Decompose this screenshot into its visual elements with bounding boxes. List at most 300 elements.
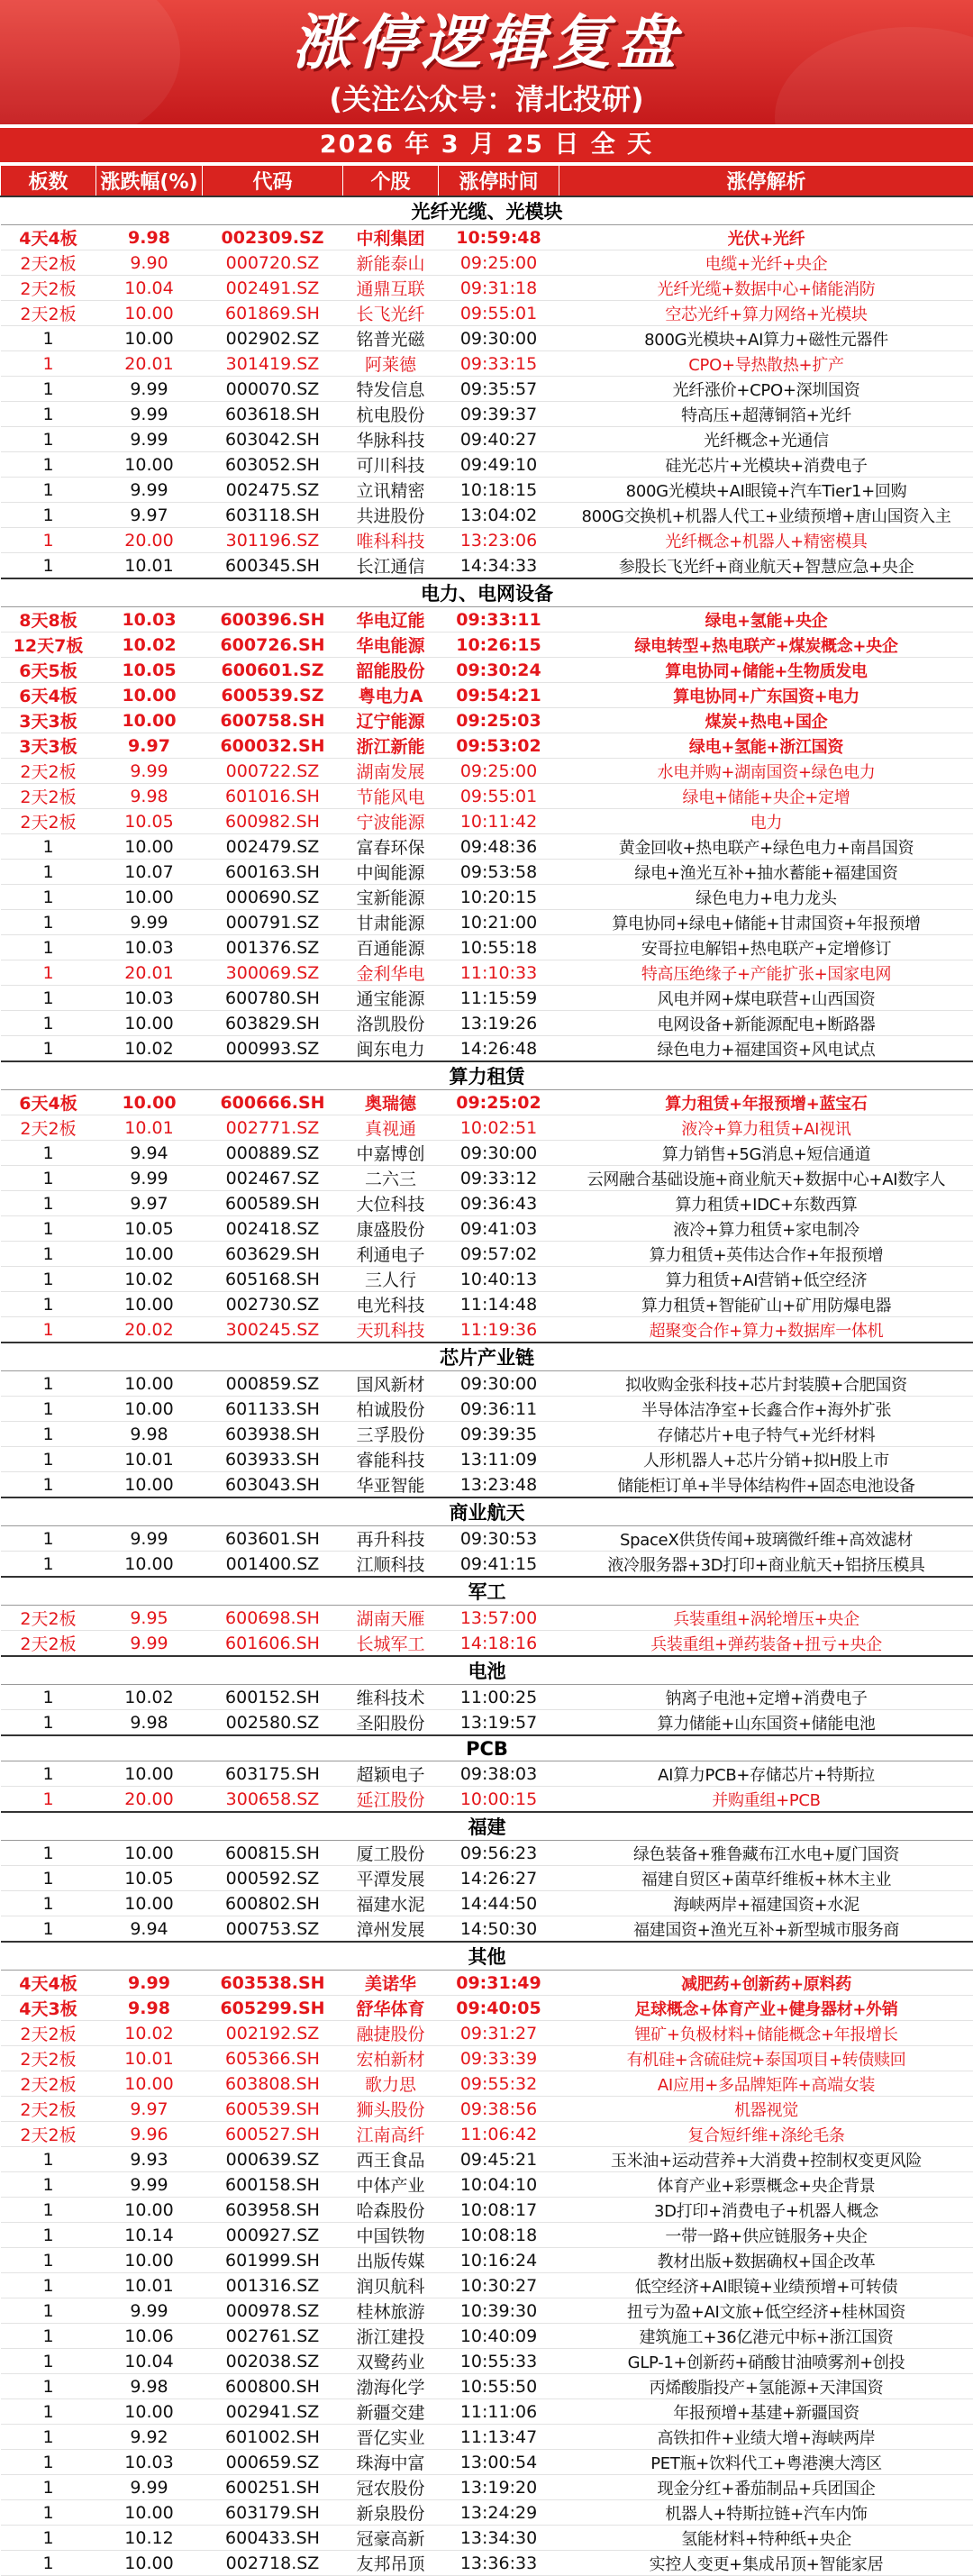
boards-cell: 1 <box>1 1685 96 1710</box>
boards-cell: 1 <box>1 1447 96 1472</box>
reason-cell: 绿电+氢能+浙江国资 <box>559 733 973 759</box>
pct-cell: 10.00 <box>96 1242 203 1267</box>
reason-cell: 高铁扣件+业绩大增+海峡两岸 <box>559 2425 973 2450</box>
table-row <box>1 1166 973 1191</box>
pct-cell: 10.01 <box>96 1115 203 1141</box>
time-cell: 13:04:02 <box>439 503 559 528</box>
stock-name-cell: 韶能股份 <box>343 658 439 683</box>
reason-cell: 绿色电力+福建国资+风电试点 <box>559 1036 973 1062</box>
pct-cell: 10.05 <box>96 1866 203 1891</box>
boards-cell: 4天4板 <box>1 225 96 250</box>
stock-name-cell: 桂林旅游 <box>343 2298 439 2324</box>
stock-name-cell: 立讯精密 <box>343 478 439 503</box>
code-cell: 001400.SZ <box>203 1552 343 1578</box>
section-title: 其他 <box>1 1942 973 1971</box>
reason-cell: 特高压+超薄铜箔+光纤 <box>559 402 973 427</box>
pct-cell: 10.02 <box>96 1267 203 1292</box>
time-cell: 10:59:48 <box>439 225 559 250</box>
stock-name-cell: 厦工股份 <box>343 1841 439 1866</box>
table-row <box>1 1971 973 1996</box>
time-cell: 14:34:33 <box>439 553 559 579</box>
reason-cell: 液冷服务器+3D打印+商业航天+铝挤压模具 <box>559 1552 973 1578</box>
table-row <box>1 2097 973 2122</box>
time-cell: 09:40:27 <box>439 427 559 452</box>
boards-cell: 1 <box>1 326 96 351</box>
table-row <box>1 503 973 528</box>
date-bar: 2026 年 3 月 25 日 全 天 <box>0 128 973 162</box>
code-cell: 002580.SZ <box>203 1710 343 1736</box>
stock-name-cell: 超颖电子 <box>343 1761 439 1787</box>
time-cell: 09:25:02 <box>439 1090 559 1115</box>
time-cell: 09:33:11 <box>439 607 559 633</box>
reason-cell: 福建国资+渔光互补+新型城市服务商 <box>559 1916 973 1943</box>
boards-cell: 2天2板 <box>1 2021 96 2046</box>
time-cell: 09:25:00 <box>439 250 559 276</box>
boards-cell: 1 <box>1 478 96 503</box>
reason-cell: SpaceX供货传闻+玻璃微纤维+高效滤材 <box>559 1526 973 1552</box>
pct-cell: 9.95 <box>96 1606 203 1631</box>
table-row <box>1 960 973 986</box>
stock-name-cell: 江顺科技 <box>343 1552 439 1578</box>
code-cell: 605168.SH <box>203 1267 343 1292</box>
time-cell: 10:21:00 <box>439 910 559 935</box>
stock-name-cell: 阿莱德 <box>343 351 439 377</box>
code-cell: 002479.SZ <box>203 834 343 860</box>
reason-cell: 锂矿+负极材料+储能概念+年报增长 <box>559 2021 973 2046</box>
section-header-row <box>1 1942 973 1971</box>
stock-name-cell: 圣阳股份 <box>343 1710 439 1736</box>
reason-cell: 光纤概念+机器人+精密模具 <box>559 528 973 553</box>
table-row <box>1 2425 973 2450</box>
stock-name-cell: 友邦吊顶 <box>343 2551 439 2576</box>
boards-cell: 1 <box>1 1036 96 1062</box>
code-cell: 002418.SZ <box>203 1216 343 1242</box>
code-cell: 601133.SH <box>203 1397 343 1422</box>
time-cell: 09:30:00 <box>439 1371 559 1397</box>
code-cell: 603618.SH <box>203 402 343 427</box>
reason-cell: 建筑施工+36亿港元中标+浙江国资 <box>559 2324 973 2349</box>
code-cell: 000753.SZ <box>203 1916 343 1943</box>
stock-name-cell: 新泉股份 <box>343 2500 439 2526</box>
boards-cell: 2天2板 <box>1 2122 96 2147</box>
pct-cell: 10.00 <box>96 2198 203 2223</box>
pct-cell: 10.00 <box>96 1011 203 1036</box>
reason-cell: 绿电+储能+央企+定增 <box>559 784 973 809</box>
reason-cell: 减肥药+创新药+原料药 <box>559 1971 973 1996</box>
time-cell: 10:40:09 <box>439 2324 559 2349</box>
stock-name-cell: 华亚智能 <box>343 1472 439 1498</box>
table-row <box>1 658 973 683</box>
pct-cell: 9.99 <box>96 1166 203 1191</box>
reason-cell: 800G交换机+机器人代工+业绩预增+唐山国资入主 <box>559 503 973 528</box>
code-cell: 601869.SH <box>203 301 343 326</box>
stock-name-cell: 西王食品 <box>343 2147 439 2172</box>
code-cell: 603601.SH <box>203 1526 343 1552</box>
pct-cell: 9.98 <box>96 225 203 250</box>
reason-cell: 丙烯酸脂投产+氢能源+天津国资 <box>559 2374 973 2399</box>
pct-cell: 9.99 <box>96 1971 203 1996</box>
time-cell: 09:33:15 <box>439 351 559 377</box>
stock-name-cell: 中国铁物 <box>343 2223 439 2248</box>
reason-cell: 电力 <box>559 809 973 834</box>
boards-cell: 2天2板 <box>1 2097 96 2122</box>
boards-cell: 1 <box>1 885 96 910</box>
table-row <box>1 607 973 633</box>
code-cell: 603938.SH <box>203 1422 343 1447</box>
boards-cell: 1 <box>1 2526 96 2551</box>
pct-cell: 9.97 <box>96 2097 203 2122</box>
time-cell: 11:14:48 <box>439 1292 559 1317</box>
time-cell: 09:25:00 <box>439 759 559 784</box>
pct-cell: 10.00 <box>96 708 203 733</box>
table-row <box>1 2198 973 2223</box>
reason-cell: 算力租赁+英伟达合作+年报预增 <box>559 1242 973 1267</box>
code-cell: 603043.SH <box>203 1472 343 1498</box>
boards-cell: 1 <box>1 1841 96 1866</box>
time-cell: 09:31:49 <box>439 1971 559 1996</box>
boards-cell: 1 <box>1 452 96 478</box>
reason-cell: 绿色装备+雅鲁藏布江水电+厦门国资 <box>559 1841 973 1866</box>
boards-cell: 1 <box>1 960 96 986</box>
boards-cell: 1 <box>1 1761 96 1787</box>
boards-cell: 2天2板 <box>1 1606 96 1631</box>
stock-name-cell: 润贝航科 <box>343 2273 439 2298</box>
stock-name-cell: 电光科技 <box>343 1292 439 1317</box>
pct-cell: 10.04 <box>96 276 203 301</box>
pct-cell: 20.00 <box>96 528 203 553</box>
pct-cell: 10.00 <box>96 2551 203 2576</box>
stock-name-cell: 宏柏新材 <box>343 2046 439 2071</box>
stock-name-cell: 共进股份 <box>343 503 439 528</box>
table-row <box>1 1710 973 1736</box>
table-row <box>1 1267 973 1292</box>
table-row <box>1 1115 973 1141</box>
pct-cell: 9.97 <box>96 503 203 528</box>
time-cell: 09:30:24 <box>439 658 559 683</box>
code-cell: 600158.SH <box>203 2172 343 2198</box>
table-row <box>1 1292 973 1317</box>
code-cell: 600666.SH <box>203 1090 343 1115</box>
code-cell: 600396.SH <box>203 607 343 633</box>
pct-cell: 10.02 <box>96 1685 203 1710</box>
stock-name-cell: 大位科技 <box>343 1191 439 1216</box>
reason-cell: 实控人变更+集成吊顶+智能家居 <box>559 2551 973 2576</box>
boards-cell: 1 <box>1 1242 96 1267</box>
time-cell: 09:56:23 <box>439 1841 559 1866</box>
header-banner <box>0 0 973 124</box>
time-cell: 13:23:06 <box>439 528 559 553</box>
reason-cell: 算力租赁+智能矿山+矿用防爆电器 <box>559 1292 973 1317</box>
stock-name-cell: 洛凯股份 <box>343 1011 439 1036</box>
time-cell: 09:41:15 <box>439 1552 559 1578</box>
boards-cell: 2天2板 <box>1 759 96 784</box>
reason-cell: 绿电+氢能+央企 <box>559 607 973 633</box>
table-row <box>1 2349 973 2374</box>
table-row <box>1 1866 973 1891</box>
stock-name-cell: 哈森股份 <box>343 2198 439 2223</box>
time-cell: 11:10:33 <box>439 960 559 986</box>
reason-cell: 半导体洁净室+长鑫合作+海外扩张 <box>559 1397 973 1422</box>
stock-name-cell: 唯科科技 <box>343 528 439 553</box>
boards-cell: 3天3板 <box>1 733 96 759</box>
stock-name-cell: 浙江建投 <box>343 2324 439 2349</box>
pct-cell: 10.00 <box>96 2071 203 2097</box>
boards-cell: 6天4板 <box>1 1090 96 1115</box>
code-cell: 000791.SZ <box>203 910 343 935</box>
pct-cell: 10.03 <box>96 607 203 633</box>
pct-cell: 10.05 <box>96 809 203 834</box>
stock-name-cell: 宁波能源 <box>343 809 439 834</box>
code-cell: 000659.SZ <box>203 2450 343 2475</box>
time-cell: 11:15:59 <box>439 986 559 1011</box>
reason-cell: 算电协同+广东国资+电力 <box>559 683 973 708</box>
code-cell: 603829.SH <box>203 1011 343 1036</box>
reason-cell: 有机硅+含硫硅烷+泰国项目+转债赎回 <box>559 2046 973 2071</box>
pct-cell: 9.99 <box>96 2475 203 2500</box>
boards-cell: 6天4板 <box>1 683 96 708</box>
boards-cell: 1 <box>1 1526 96 1552</box>
table-row <box>1 1447 973 1472</box>
time-cell: 10:16:24 <box>439 2248 559 2273</box>
boards-cell: 2天2板 <box>1 2071 96 2097</box>
stock-name-cell: 再升科技 <box>343 1526 439 1552</box>
reason-cell: 光纤概念+光通信 <box>559 427 973 452</box>
time-cell: 10:40:13 <box>439 1267 559 1292</box>
reason-cell: AI应用+多品牌矩阵+高端女装 <box>559 2071 973 2097</box>
reason-cell: 风电并网+煤电联营+山西国资 <box>559 986 973 1011</box>
table-row <box>1 351 973 377</box>
time-cell: 09:30:00 <box>439 326 559 351</box>
code-cell: 300245.SZ <box>203 1317 343 1343</box>
pct-cell: 10.12 <box>96 2526 203 2551</box>
stock-name-cell: 中闽能源 <box>343 860 439 885</box>
table-row <box>1 2475 973 2500</box>
boards-cell: 1 <box>1 1472 96 1498</box>
column-header-boards: 板数 <box>1 166 96 197</box>
code-cell: 001316.SZ <box>203 2273 343 2298</box>
table-row <box>1 1685 973 1710</box>
code-cell: 000639.SZ <box>203 2147 343 2172</box>
pct-cell: 10.00 <box>96 1090 203 1115</box>
table-row <box>1 1371 973 1397</box>
boards-cell: 1 <box>1 2399 96 2425</box>
reason-cell: 机器人+特斯拉链+汽车内饰 <box>559 2500 973 2526</box>
boards-cell: 1 <box>1 2172 96 2198</box>
time-cell: 13:19:57 <box>439 1710 559 1736</box>
reason-cell: 拟收购金张科技+芯片封装膜+合肥国资 <box>559 1371 973 1397</box>
stock-name-cell: 延江股份 <box>343 1787 439 1813</box>
reason-cell: 扭亏为盈+AI文旅+低空经济+桂林国资 <box>559 2298 973 2324</box>
stock-name-cell: 华电辽能 <box>343 607 439 633</box>
time-cell: 13:19:26 <box>439 1011 559 1036</box>
time-cell: 13:57:00 <box>439 1606 559 1631</box>
pct-cell: 9.99 <box>96 2172 203 2198</box>
code-cell: 002491.SZ <box>203 276 343 301</box>
reason-cell: 参股长飞光纤+商业航天+智慧应急+央企 <box>559 553 973 579</box>
table-row <box>1 885 973 910</box>
time-cell: 11:06:42 <box>439 2122 559 2147</box>
stock-name-cell: 融捷股份 <box>343 2021 439 2046</box>
pct-cell: 9.98 <box>96 1422 203 1447</box>
pct-cell: 9.94 <box>96 1141 203 1166</box>
time-cell: 09:39:35 <box>439 1422 559 1447</box>
time-cell: 09:33:39 <box>439 2046 559 2071</box>
code-cell: 301419.SZ <box>203 351 343 377</box>
section-title: 电力、电网设备 <box>1 578 973 607</box>
boards-cell: 1 <box>1 1166 96 1191</box>
time-cell: 09:30:53 <box>439 1526 559 1552</box>
section-title: 军工 <box>1 1577 973 1606</box>
code-cell: 601999.SH <box>203 2248 343 2273</box>
table-row <box>1 1841 973 1866</box>
table-row <box>1 225 973 250</box>
table-row <box>1 1552 973 1578</box>
stock-name-cell: 天玑科技 <box>343 1317 439 1343</box>
boards-cell: 1 <box>1 2450 96 2475</box>
table-row <box>1 2551 973 2576</box>
time-cell: 10:11:42 <box>439 809 559 834</box>
pct-cell: 10.01 <box>96 553 203 579</box>
boards-cell: 1 <box>1 860 96 885</box>
section-title: 光纤光缆、光模块 <box>1 196 973 225</box>
code-cell: 002038.SZ <box>203 2349 343 2374</box>
boards-cell: 2天2板 <box>1 301 96 326</box>
time-cell: 10:55:33 <box>439 2349 559 2374</box>
stock-name-cell: 铭普光磁 <box>343 326 439 351</box>
table-row <box>1 427 973 452</box>
code-cell: 601606.SH <box>203 1631 343 1657</box>
table-row <box>1 1996 973 2021</box>
boards-cell: 6天5板 <box>1 658 96 683</box>
stock-name-cell: 金利华电 <box>343 960 439 986</box>
time-cell: 10:26:15 <box>439 633 559 658</box>
code-cell: 300658.SZ <box>203 1787 343 1813</box>
page-subtitle: (关注公众号：清北投研) <box>0 81 973 117</box>
pct-cell: 20.01 <box>96 960 203 986</box>
stock-name-cell: 中嘉博创 <box>343 1141 439 1166</box>
boards-cell: 1 <box>1 503 96 528</box>
boards-cell: 2天2板 <box>1 2046 96 2071</box>
pct-cell: 20.02 <box>96 1317 203 1343</box>
stock-name-cell: 康盛股份 <box>343 1216 439 1242</box>
code-cell: 603052.SH <box>203 452 343 478</box>
pct-cell: 9.99 <box>96 2298 203 2324</box>
pct-cell: 10.00 <box>96 1472 203 1498</box>
time-cell: 10:08:18 <box>439 2223 559 2248</box>
column-header-pct: 涨跌幅(%) <box>96 166 203 197</box>
boards-cell: 1 <box>1 2551 96 2576</box>
stock-name-cell: 特发信息 <box>343 377 439 402</box>
code-cell: 600539.SH <box>203 2097 343 2122</box>
reason-cell: 算力租赁+IDC+东数西算 <box>559 1191 973 1216</box>
code-cell: 605299.SH <box>203 1996 343 2021</box>
stock-name-cell: 可川科技 <box>343 452 439 478</box>
pct-cell: 9.97 <box>96 1191 203 1216</box>
time-cell: 09:41:03 <box>439 1216 559 1242</box>
section-title: 商业航天 <box>1 1497 973 1526</box>
time-cell: 09:31:18 <box>439 276 559 301</box>
pct-cell: 10.04 <box>96 2349 203 2374</box>
reason-cell: 教材出版+数据确权+国企改革 <box>559 2248 973 2273</box>
boards-cell: 1 <box>1 2374 96 2399</box>
table-row <box>1 2374 973 2399</box>
stock-name-cell: 浙江新能 <box>343 733 439 759</box>
reason-cell: 绿电+渔光互补+抽水蓄能+福建国资 <box>559 860 973 885</box>
table-row <box>1 478 973 503</box>
pct-cell: 10.02 <box>96 2021 203 2046</box>
reason-cell: 年报预增+基建+新疆国资 <box>559 2399 973 2425</box>
boards-cell: 1 <box>1 2298 96 2324</box>
reason-cell: 足球概念+体育产业+健身器材+外销 <box>559 1996 973 2021</box>
reason-cell: 算力储能+山东国资+储能电池 <box>559 1710 973 1736</box>
stock-name-cell: 江南高纤 <box>343 2122 439 2147</box>
table-row <box>1 553 973 579</box>
reason-cell: 并购重组+PCB <box>559 1787 973 1813</box>
stock-name-cell: 双鹭药业 <box>343 2349 439 2374</box>
reason-cell: 特高压绝缘子+产能扩张+国家电网 <box>559 960 973 986</box>
table-row <box>1 834 973 860</box>
time-cell: 10:08:17 <box>439 2198 559 2223</box>
time-cell: 09:25:03 <box>439 708 559 733</box>
stock-name-cell: 通鼎互联 <box>343 276 439 301</box>
boards-cell: 1 <box>1 2147 96 2172</box>
time-cell: 14:26:27 <box>439 1866 559 1891</box>
code-cell: 000859.SZ <box>203 1371 343 1397</box>
table-row <box>1 1036 973 1062</box>
table-row <box>1 708 973 733</box>
section-header-row <box>1 1497 973 1526</box>
stock-name-cell: 湖南发展 <box>343 759 439 784</box>
pct-cell: 9.98 <box>96 1710 203 1736</box>
code-cell: 603933.SH <box>203 1447 343 1472</box>
time-cell: 11:11:06 <box>439 2399 559 2425</box>
boards-cell: 1 <box>1 402 96 427</box>
boards-cell: 1 <box>1 1011 96 1036</box>
stock-name-cell: 歌力思 <box>343 2071 439 2097</box>
time-cell: 09:53:02 <box>439 733 559 759</box>
reason-cell: 光伏+光纤 <box>559 225 973 250</box>
pct-cell: 10.00 <box>96 834 203 860</box>
stock-name-cell: 新疆交建 <box>343 2399 439 2425</box>
reason-cell: 3D打印+消费电子+机器人概念 <box>559 2198 973 2223</box>
pct-cell: 10.03 <box>96 986 203 1011</box>
stock-name-cell: 新能泰山 <box>343 250 439 276</box>
table-header-row <box>1 166 973 197</box>
boards-cell: 1 <box>1 2500 96 2526</box>
table-row <box>1 2324 973 2349</box>
code-cell: 603808.SH <box>203 2071 343 2097</box>
reason-cell: 算电协同+储能+生物质发电 <box>559 658 973 683</box>
pct-cell: 9.98 <box>96 784 203 809</box>
column-header-stock: 个股 <box>343 166 439 197</box>
time-cell: 09:55:01 <box>439 301 559 326</box>
table-row <box>1 2450 973 2475</box>
reason-cell: 液冷+算力租赁+家电制冷 <box>559 1216 973 1242</box>
time-cell: 09:55:32 <box>439 2071 559 2097</box>
boards-cell: 1 <box>1 1866 96 1891</box>
table-row <box>1 1422 973 1447</box>
pct-cell: 10.00 <box>96 885 203 910</box>
section-title: 算力租赁 <box>1 1061 973 1090</box>
code-cell: 600589.SH <box>203 1191 343 1216</box>
table-row <box>1 2248 973 2273</box>
code-cell: 601002.SH <box>203 2425 343 2450</box>
table-row <box>1 2147 973 2172</box>
boards-cell: 2天2板 <box>1 784 96 809</box>
table-row <box>1 2071 973 2097</box>
table-row <box>1 683 973 708</box>
table-row <box>1 301 973 326</box>
